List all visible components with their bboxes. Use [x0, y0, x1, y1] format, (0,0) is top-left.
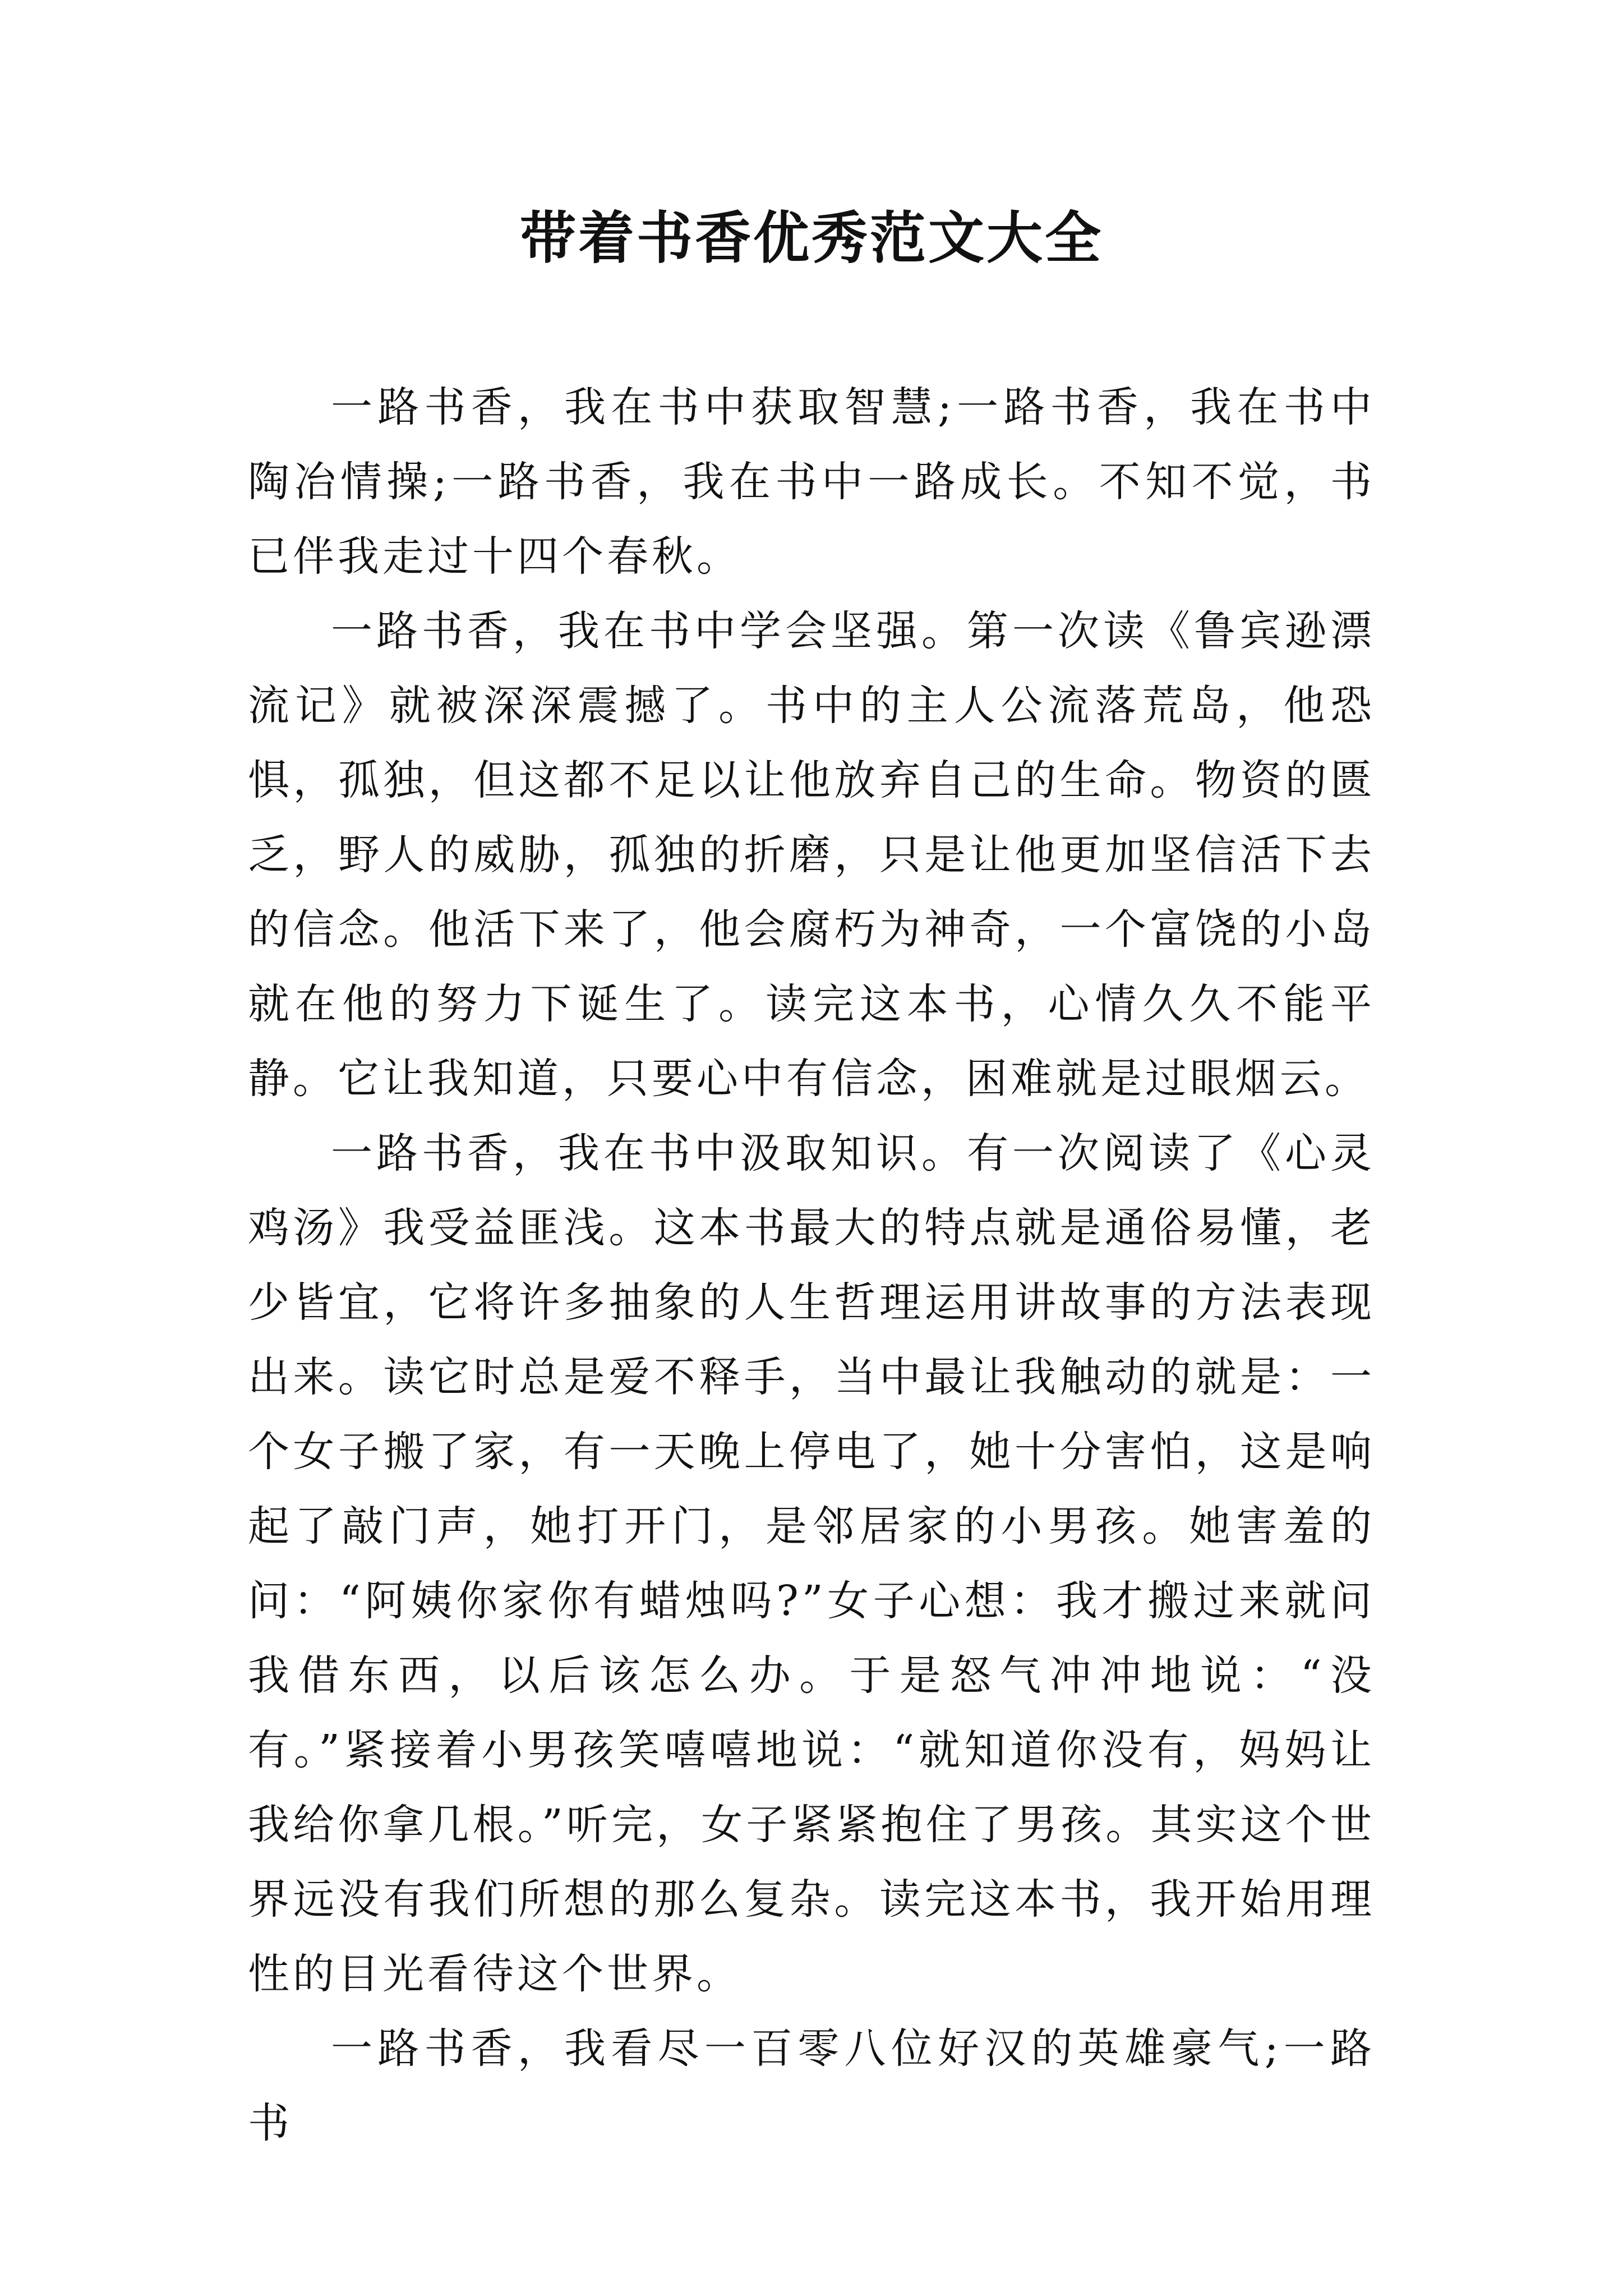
document-body	[248, 370, 1375, 2161]
paragraph-2: 一路书香，我在书中学会坚强。第一次读《鲁宾逊漂流记》就被深深震撼了。书中的主人公流落荒岛，他恐惧，孤独，但这都不足以让他放弃自己的生命。物资的匮乏，野人的威胁，孤独的折磨，只是让他更加坚信活下去的信念。他活下来了，他会腐朽为神奇，一个富饶的小岛就在他的努力下诞生了。读完这本书，心情久久不能平静。它让我知道，只要心中有信念，困难就是过眼烟云。	[248, 607, 1375, 1103]
paragraph-4: 一路书香，我看尽一百零八位好汉的英雄豪气;一路书	[248, 2024, 1375, 2147]
paragraph-3: 一路书香，我在书中汲取知识。有一次阅读了《心灵鸡汤》我受益匪浅。这本书最大的特点就是通俗易懂，老少皆宜，它将许多抽象的人生哲理运用讲故事的方法表现出来。读它时总是爱不释手，当中最让我触动的就是：一个女子搬了家，有一天晚上停电了，她十分害怕，这是响起了敲门声，她打开门，是邻居家的小男孩。她害羞的问：“阿姨你家你有蜡烛吗?”女子心想：我才搬过来就问我借东西，以后该怎么办。于是怒气冲冲地说：“没有。”紧接着小男孩笑嘻嘻地说：“就知道你没有，妈妈让我给你拿几根。”听完，女子紧紧抱住了男孩。其实这个世界远没有我们所想的那么复杂。读完这本书，我开始用理性的目光看待这个世界。	[248, 1129, 1375, 1998]
paragraph-1: 一路书香，我在书中获取智慧;一路书香，我在书中陶冶情操;一路书香，我在书中一路成长。不知不觉，书已伴我走过十四个春秋。	[248, 383, 1375, 581]
document-title: 带着书香优秀范文大全	[520, 205, 1103, 271]
